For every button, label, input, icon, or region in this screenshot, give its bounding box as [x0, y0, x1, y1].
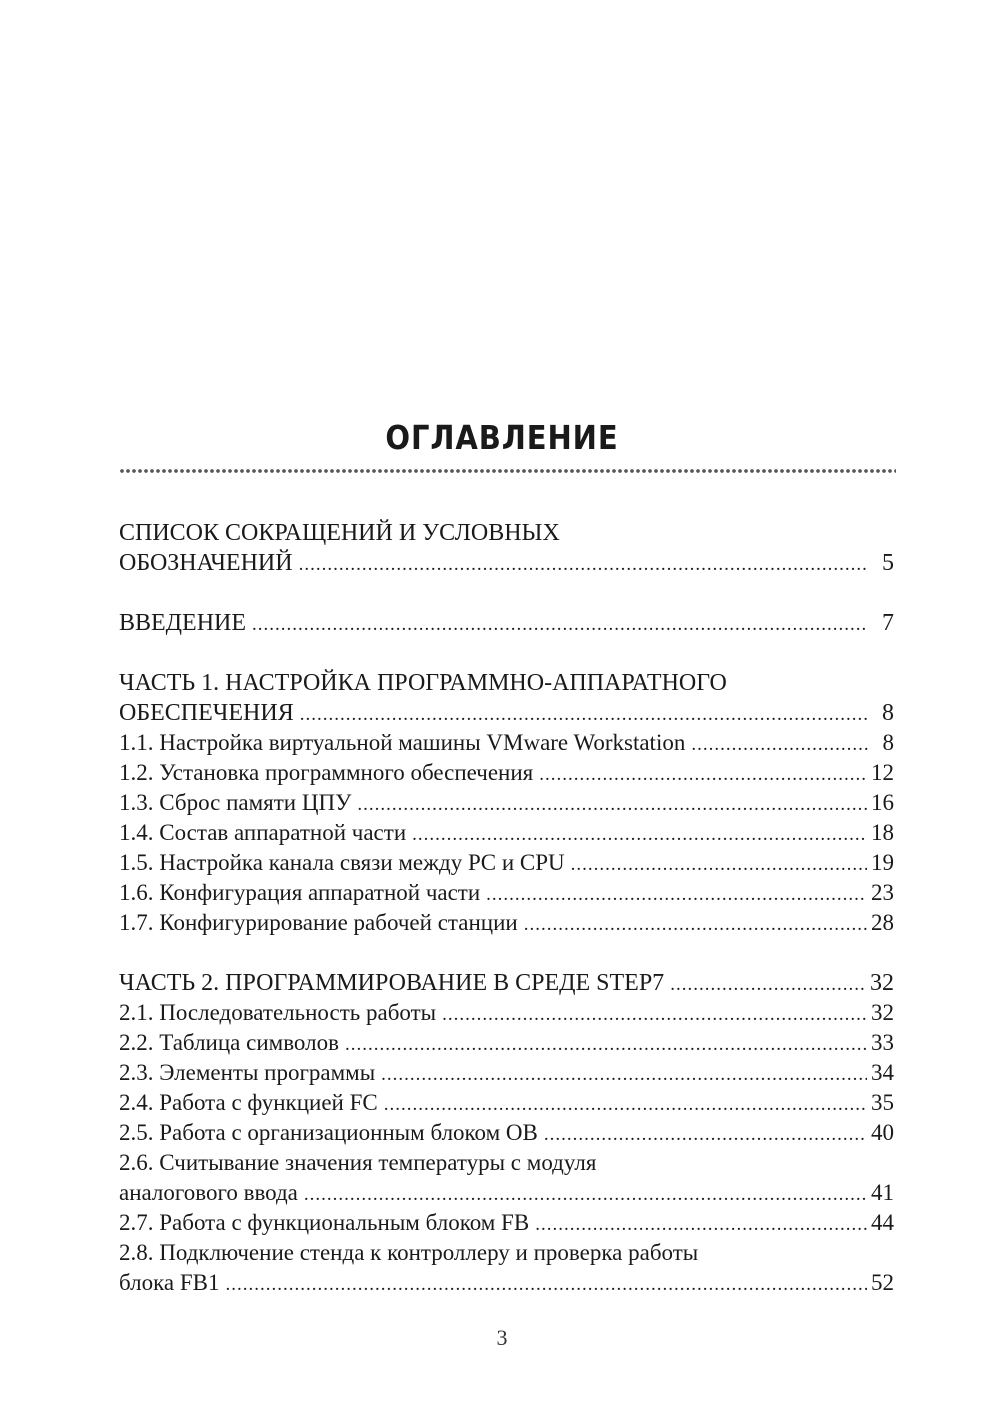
- dot-leader: [299, 550, 868, 580]
- dot-leader: [535, 1210, 867, 1240]
- toc-page-number: 23: [871, 880, 894, 905]
- toc-entry-title: 1.3. Сброс памяти ЦПУ: [119, 790, 352, 815]
- toc-entry-1-4[interactable]: [119, 818, 894, 848]
- dot-leader: [252, 610, 868, 640]
- toc-entry-title: 1.7. Конфигурирование рабочей станции: [119, 910, 518, 935]
- toc-page-number: 19: [871, 850, 894, 875]
- toc-entry-1-6[interactable]: [119, 878, 894, 908]
- toc-entry-2-5[interactable]: [119, 1118, 894, 1148]
- toc-page-number: 18: [871, 820, 894, 845]
- toc-entry-2-2[interactable]: [119, 1028, 894, 1058]
- dot-leader: [539, 760, 867, 790]
- toc-entry-title: 1.6. Конфигурация аппаратной части: [119, 880, 481, 905]
- toc-entry-abbreviations-line1: СПИСОК СОКРАЩЕНИЙ И УСЛОВНЫХ: [119, 520, 560, 546]
- dot-leader: [384, 1090, 867, 1120]
- toc-entry-title: ОБОЗНАЧЕНИЙ: [119, 550, 293, 576]
- ornamental-divider: [119, 466, 896, 476]
- toc-entry-1-1[interactable]: [119, 728, 894, 758]
- toc-entry-introduction[interactable]: [119, 608, 894, 638]
- toc-entry-title: аналогового ввода: [119, 1180, 298, 1205]
- toc-page-number: 35: [871, 1090, 894, 1115]
- dot-leader: [442, 1000, 867, 1030]
- dot-leader: [304, 1180, 867, 1210]
- toc-entry-title: 1.5. Настройка канала связи между PC и CPU: [119, 850, 565, 875]
- toc-entry-part1-line1: ЧАСТЬ 1. НАСТРОЙКА ПРОГРАММНО-АППАРАТНОГО: [119, 670, 727, 696]
- toc-entry-title: 2.2. Таблица символов: [119, 1030, 339, 1055]
- dot-leader: [412, 820, 867, 850]
- toc-page-number: 32: [870, 970, 894, 996]
- toc-page-number: 8: [882, 700, 894, 726]
- toc-page-number: 7: [882, 610, 894, 636]
- toc-entry-1-3[interactable]: [119, 788, 894, 818]
- toc-entry-2-8-line1: 2.8. Подключение стенда к контроллеру и проверка работы: [119, 1240, 699, 1265]
- dot-leader: [524, 910, 867, 940]
- table-of-contents: [119, 518, 894, 1298]
- toc-page-number: 52: [871, 1270, 894, 1295]
- toc-entry-title: 2.7. Работа с функциональным блоком FB: [119, 1210, 530, 1235]
- dot-leader: [571, 850, 867, 880]
- toc-page-number: 8: [882, 730, 894, 755]
- toc-page-number: 33: [871, 1030, 894, 1055]
- toc-entry-part1[interactable]: [119, 698, 894, 728]
- toc-entry-title: ВВЕДЕНИЕ: [119, 610, 247, 636]
- dot-leader: [670, 970, 866, 1000]
- page-title: ОГЛАВЛЕНИЕ: [385, 418, 619, 457]
- toc-entry-2-6[interactable]: [119, 1178, 894, 1208]
- toc-entry-1-2[interactable]: [119, 758, 894, 788]
- toc-entry-2-7[interactable]: [119, 1208, 894, 1238]
- dot-leader: [691, 730, 868, 760]
- toc-entry-2-1[interactable]: [119, 998, 894, 1028]
- toc-entry-abbreviations[interactable]: [119, 548, 894, 578]
- dot-leader: [226, 1270, 867, 1300]
- toc-entry-1-5[interactable]: [119, 848, 894, 878]
- dot-leader: [345, 1030, 867, 1060]
- dot-leader: [381, 1060, 867, 1090]
- toc-entry-2-8[interactable]: [119, 1268, 894, 1298]
- dot-leader: [486, 880, 867, 910]
- toc-page-number: 40: [871, 1120, 894, 1145]
- toc-page-number: 5: [882, 550, 894, 576]
- toc-entry-title: 2.1. Последовательность работы: [119, 1000, 437, 1025]
- toc-entry-title: 1.4. Состав аппаратной части: [119, 820, 407, 845]
- toc-entry-title: 2.3. Элементы программы: [119, 1060, 376, 1085]
- toc-entry-part2[interactable]: [119, 968, 894, 998]
- dot-leader: [357, 790, 867, 820]
- toc-entry-2-3[interactable]: [119, 1058, 894, 1088]
- toc-entry-title: 1.1. Настройка виртуальной машины VMware Workstation: [119, 730, 686, 755]
- toc-entry-title: блока FB1: [119, 1270, 220, 1295]
- toc-entry-title: ОБЕСПЕЧЕНИЯ: [119, 700, 294, 726]
- dot-leader: [544, 1120, 867, 1150]
- toc-entry-2-4[interactable]: [119, 1088, 894, 1118]
- toc-entry-title: 1.2. Установка программного обеспечения: [119, 760, 534, 785]
- page-number: 3: [496, 1325, 508, 1350]
- toc-entry-title: 2.4. Работа с функцией FC: [119, 1090, 378, 1115]
- toc-entry-2-6-line1: 2.6. Считывание значения температуры с модуля: [119, 1150, 597, 1175]
- toc-entry-title: 2.5. Работа с организационным блоком OB: [119, 1120, 538, 1145]
- toc-page-number: 12: [871, 760, 894, 785]
- toc-page-number: 32: [871, 1000, 894, 1025]
- dot-leader: [300, 700, 868, 730]
- toc-page-number: 41: [871, 1180, 894, 1205]
- toc-entry-title: ЧАСТЬ 2. ПРОГРАММИРОВАНИЕ В СРЕДЕ STEP7: [119, 970, 665, 996]
- toc-page-number: 44: [871, 1210, 894, 1235]
- toc-page-number: 16: [871, 790, 894, 815]
- toc-page-number: 28: [871, 910, 894, 935]
- toc-page-number: 34: [871, 1060, 894, 1085]
- toc-entry-1-7[interactable]: [119, 908, 894, 938]
